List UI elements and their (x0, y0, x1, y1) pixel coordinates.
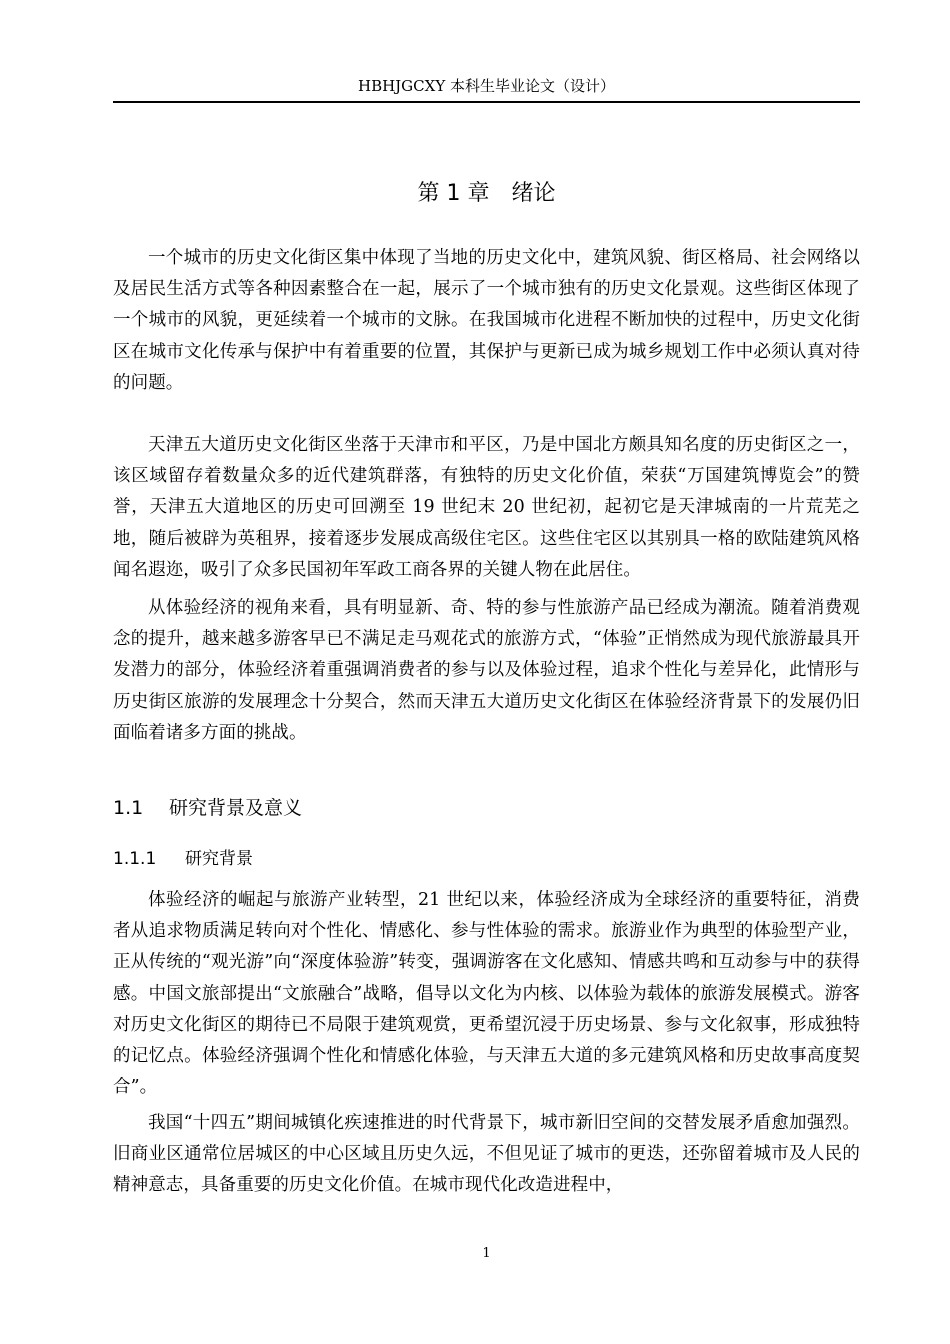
header-rule (113, 101, 860, 103)
section-number: 1.1 (113, 797, 144, 819)
subsection-heading-1-1-1 (113, 846, 860, 872)
intro-paragraph-2: 天津五大道历史文化街区坐落于天津市和平区，乃是中国北方颇具知名度的历史街区之一，该区域留存着数量众多的近代建筑群落，有独特的历史文化价值，荣获“万国建筑博览会”的赞誉，天津五大道地区的历史可回溯至 19 世纪末 20 世纪初，起初它是天津城南的一片荒芜之地，随后被辟为英租界，接着逐步发展成高级住宅区。这些住宅区以其别具一格的欧陆建筑风格闻名遐迩，吸引了众多民国初年军政工商各界的关键人物在此居住。 (113, 435, 860, 580)
chapter-number: 第 1 章 (417, 181, 490, 206)
section-heading-1-1 (113, 794, 860, 822)
subsection-number: 1.1.1 (113, 849, 157, 869)
section-title-text: 研究背景及意义 (169, 797, 303, 819)
page-number: 1 (482, 1246, 491, 1261)
intro-paragraph-1: 一个城市的历史文化街区集中体现了当地的历史文化中，建筑风貌、街区格局、社会网络以及居民生活方式等各种因素整合在一起，展示了一个城市独有的历史文化景观。这些街区体现了一个城市的风貌，更延续着一个城市的文脉。在我国城市化进程不断加快的过程中，历史文化街区在城市文化传承与保护中有着重要的位置，其保护与更新已成为城乡规划工作中必须认真对待的问题。 (113, 248, 860, 393)
body-paragraph-1: 体验经济的崛起与旅游产业转型，21 世纪以来，体验经济成为全球经济的重要特征，消费者从追求物质满足转向对个性化、情感化、参与性体验的需求。旅游业作为典型的体验型产业，正从传统的“观光游”向“深度体验游”转变，强调游客在文化感知、情感共鸣和互动参与中的获得感。中国文旅部提出“文旅融合”战略，倡导以文化为内核、以体验为载体的旅游发展模式。游客对历史文化街区的期待已不局限于建筑观赏，更希望沉浸于历史场景、参与文化叙事，形成独特的记忆点。体验经济强调个性化和情感化体验，与天津五大道的多元建筑风格和历史故事高度契合”。 (113, 890, 860, 1098)
intro-paragraph-3: 从体验经济的视角来看，具有明显新、奇、特的参与性旅游产品已经成为潮流。随着消费观念的提升，越来越多游客早已不满足走马观花式的旅游方式，“体验”正悄然成为现代旅游最具开发潜力的部分，体验经济着重强调消费者的参与以及体验过程，追求个性化与差异化，此情形与历史街区旅游的发展理念十分契合，然而天津五大道历史文化街区在体验经济背景下的发展仍旧面临着诸多方面的挑战。 (113, 598, 860, 743)
body-paragraph-2: 我国“十四五”期间城镇化疾速推进的时代背景下，城市新旧空间的交替发展矛盾愈加强烈。旧商业区通常位居城区的中心区域且历史久远，不但见证了城市的更迭，还弥留着城市及人民的精神意志，具备重要的历史文化价值。在城市现代化改造进程中， (113, 1113, 860, 1196)
subsection-title-text: 研究背景 (185, 849, 253, 869)
running-header: HBHJGCXY 本科生毕业论文（设计） (357, 77, 615, 95)
chapter-title (113, 178, 860, 210)
chapter-name: 绪论 (511, 181, 556, 206)
